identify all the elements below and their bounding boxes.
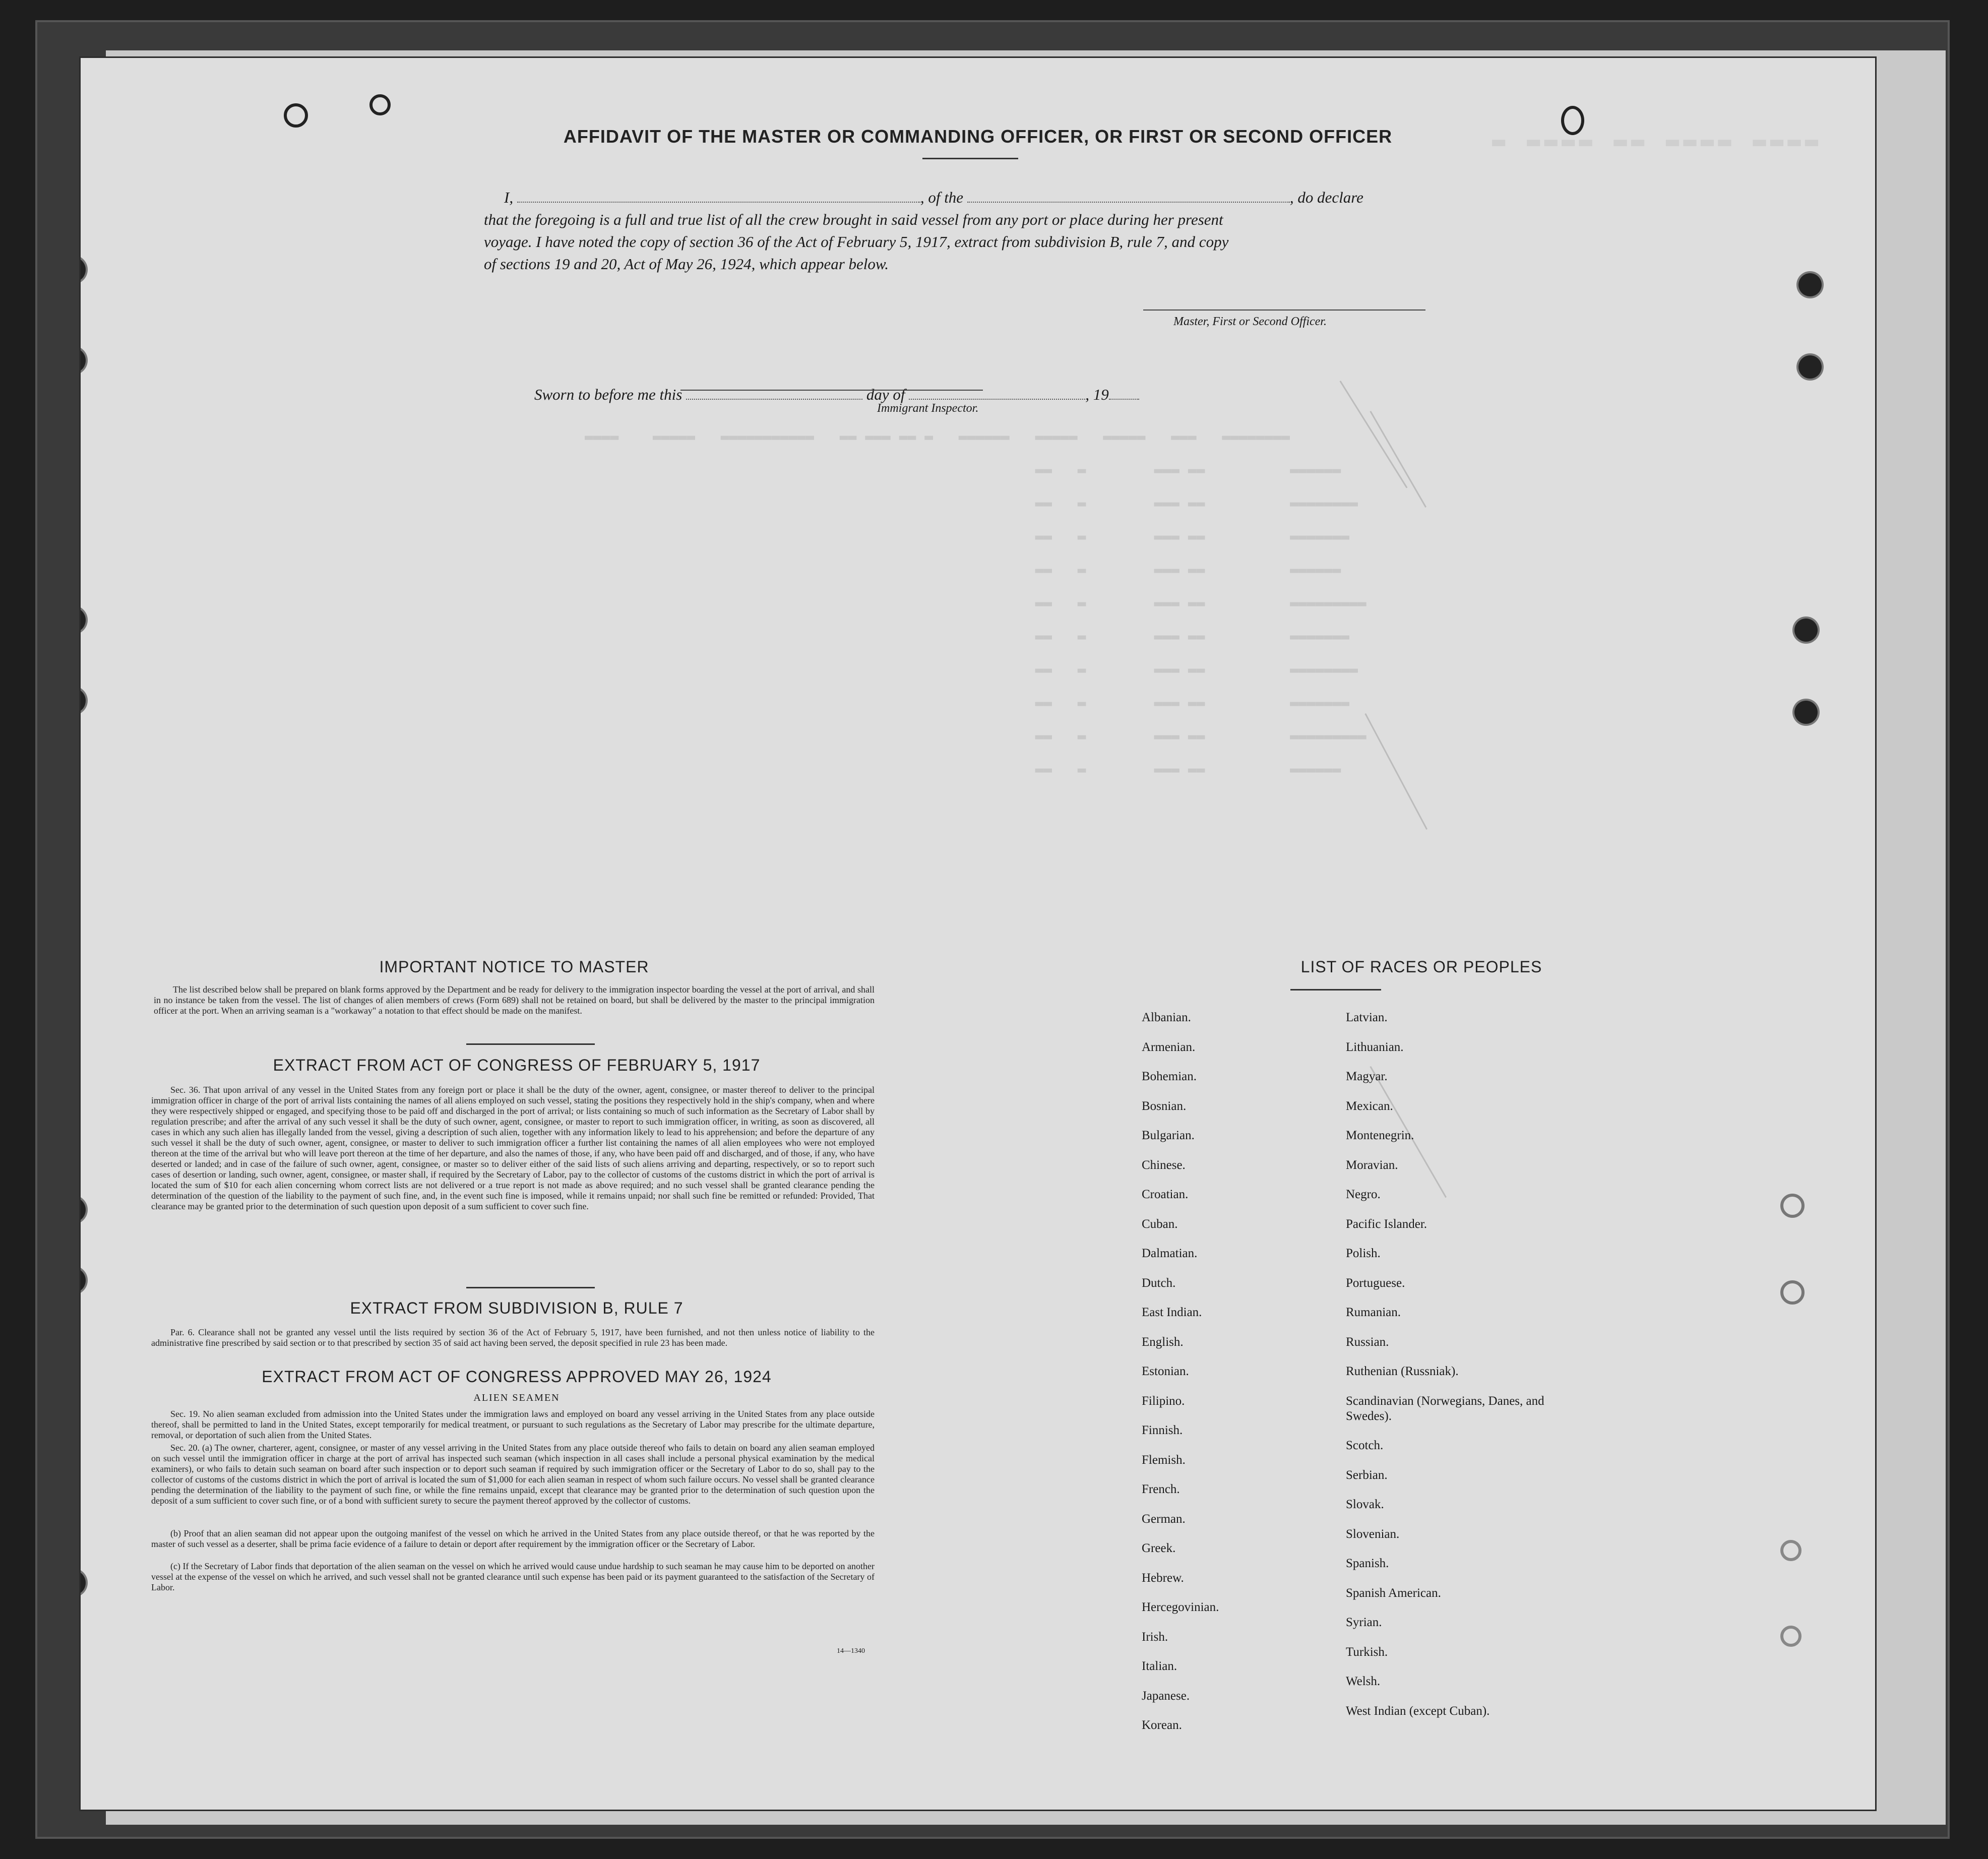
sworn-line	[534, 386, 1139, 404]
race-item: Flemish.	[1142, 1453, 1186, 1467]
inspector-signature-label: Immigrant Inspector.	[877, 402, 979, 415]
affidavit-line3: voyage. I have noted the copy of section 36 of the Act of February 5, 1917, extract from subdivision B, rule 7, and copy	[484, 233, 1229, 251]
races-divider	[1290, 989, 1381, 990]
sec20a-text: Sec. 20. (a) The owner, charterer, agent, consignee, or master of any vessel arriving in the United States from any place outside thereof who fails to detain on board any alien seaman employed on such vessel until the immigration officer in charge at the port of arrival has inspected such seaman (which inspection in all cases shall include a personal physical examination by the medical examiners), or who fails to detain such seaman on board after such inspection or to deport such seaman if required by such immigration officer or the Secretary of Labor to do so, shall pay to the collector of customs of the customs district in which the port of arrival is located the sum of $1,000 for each alien seaman in respect of whom such failure occurs. No vessel shall be granted clearance pending the determination of the liability to the payment of such fine, or while the fine remains unpaid, except that clearance may be granted prior to the determination of such question upon the deposit of a sum sufficient to cover such fine, or of a bond with sufficient surety to secure the payment thereof approved by the collector of customs.	[151, 1443, 875, 1506]
race-item: Pacific Islander.	[1346, 1217, 1427, 1231]
race-item: Hebrew.	[1142, 1571, 1184, 1585]
race-item: Slovenian.	[1346, 1527, 1400, 1541]
race-item: Turkish.	[1346, 1645, 1388, 1659]
affidavit-title: AFFIDAVIT OF THE MASTER OR COMMANDING OFFICER, OR FIRST OR SECOND OFFICER	[563, 126, 1393, 147]
race-item: Magyar.	[1346, 1070, 1388, 1083]
notice-heading: IMPORTANT NOTICE TO MASTER	[379, 958, 649, 976]
races-heading: LIST OF RACES OR PEOPLES	[1300, 958, 1542, 976]
race-item: Armenian.	[1142, 1040, 1196, 1054]
race-item: Dutch.	[1142, 1276, 1176, 1290]
punch-hole	[81, 1570, 86, 1595]
race-item: Bohemian.	[1142, 1070, 1197, 1083]
races-right-column	[1346, 1003, 1563, 1726]
race-item: Rumanian.	[1346, 1306, 1401, 1319]
race-item: Filipino.	[1142, 1394, 1185, 1408]
race-item: Greek.	[1142, 1541, 1176, 1555]
race-item: Moravian.	[1346, 1158, 1398, 1172]
punch-hole	[1780, 1280, 1805, 1305]
races-left-column	[1142, 1003, 1219, 1741]
alien-seamen-subheading: ALIEN SEAMEN	[473, 1392, 560, 1403]
race-item: Croatian.	[1142, 1188, 1189, 1201]
race-item: West Indian (except Cuban).	[1346, 1704, 1490, 1718]
race-item: Korean.	[1142, 1718, 1182, 1732]
punch-hole	[1798, 273, 1822, 296]
extract-1924-heading: EXTRACT FROM ACT OF CONGRESS APPROVED MAY 26, 1924	[262, 1368, 772, 1386]
race-item: Hercegovinian.	[1142, 1600, 1219, 1614]
sworn-text-mid: day of	[866, 386, 905, 403]
affidavit-line4: of sections 19 and 20, Act of May 26, 1924, which appear below.	[484, 255, 889, 273]
race-item: Lithuanian.	[1346, 1040, 1404, 1054]
race-item: Bulgarian.	[1142, 1129, 1195, 1142]
race-item: Montenegrin.	[1346, 1129, 1414, 1142]
race-item: East Indian.	[1142, 1306, 1202, 1319]
punch-hole	[81, 607, 86, 633]
extract-1917-heading: EXTRACT FROM ACT OF CONGRESS OF FEBRUARY 5, 1917	[273, 1056, 761, 1074]
race-item: German.	[1142, 1512, 1186, 1526]
sec19-text: Sec. 19. No alien seaman excluded from admission into the United States under the immigration laws and employed on board any vessel arriving in the United States from any place outside thereof, shall be permitted to land in the United States, except temporarily for medical treatment, or pursuant to such regulations as the Secretary of Labor may prescribe for the ultimate departure, removal, or deportation of such alien from the United States.	[151, 1409, 875, 1440]
punch-hole	[1780, 1540, 1801, 1561]
title-divider	[922, 158, 1018, 159]
pencil-mark	[1370, 411, 1426, 508]
punch-hole	[1798, 355, 1822, 379]
master-signature-line	[1143, 309, 1425, 311]
race-item: Irish.	[1142, 1630, 1168, 1644]
master-signature-label: Master, First or Second Officer.	[1173, 315, 1327, 328]
bleed-through-rows: ▬▬▬▬ ▬▬▬▬▬ ▬▬▬▬▬▬▬▬▬▬▬ ▬▬ ▬▬▬ ▬▬ ▬ ▬▬▬▬▬▬ ▬▬▬▬▬ ▬▬▬▬▬ ▬▬▬ ▬▬▬▬▬▬▬▬ ▬▬ ▬ ▬▬▬ ▬▬ ▬▬▬▬▬▬ ▬▬ ▬ ▬▬▬ ▬▬ ▬▬▬▬▬▬▬▬ ▬▬ ▬ ▬▬▬ ▬▬ ▬▬▬▬▬▬▬ ▬▬ ▬ ▬▬▬ ▬▬ ▬▬▬▬▬▬ ▬▬ ▬ ▬▬▬ ▬▬ ▬▬▬▬▬▬▬▬▬ ▬▬ ▬ ▬▬▬ ▬▬ ▬▬▬▬▬▬▬ ▬▬ ▬ ▬▬▬ ▬▬ ▬▬▬▬▬▬▬▬ ▬▬ ▬ ▬▬▬ ▬▬ ▬▬▬▬▬▬▬ ▬▬ ▬ ▬▬▬ ▬▬ ▬▬▬▬▬▬▬▬▬ ▬▬ ▬ ▬▬▬ ▬▬ ▬▬▬▬▬▬	[585, 428, 1366, 778]
race-item: English.	[1142, 1335, 1184, 1349]
race-item: Japanese.	[1142, 1689, 1190, 1703]
vessel-blank	[967, 191, 1290, 203]
race-item: Negro.	[1346, 1188, 1381, 1201]
punch-hole	[1794, 701, 1818, 724]
race-item: Welsh.	[1346, 1675, 1381, 1688]
race-item: Ruthenian (Russniak).	[1346, 1365, 1459, 1378]
sec20b-text: (b) Proof that an alien seaman did not appear upon the outgoing manifest of the vessel on which he arrived in the United States from any place outside thereof, or that he was reported by the master of such vessel as a deserter, shall be prima facie evidence of a failure to detain or deport after requirement by the immigration officer or the Secretary of Labor.	[151, 1528, 875, 1549]
race-item: Slovak.	[1346, 1498, 1384, 1511]
race-item: Spanish American.	[1346, 1586, 1441, 1600]
race-item: Polish.	[1346, 1247, 1381, 1260]
race-item: Chinese.	[1142, 1158, 1186, 1172]
race-item: Latvian.	[1346, 1011, 1388, 1024]
race-item: French.	[1142, 1482, 1180, 1496]
race-item: Albanian.	[1142, 1011, 1191, 1024]
punch-hole	[1780, 1626, 1801, 1647]
extract-rule7-heading: EXTRACT FROM SUBDIVISION B, RULE 7	[350, 1299, 684, 1317]
form-number: 14—1340	[837, 1647, 865, 1655]
punch-hole	[1780, 1194, 1805, 1218]
punch-hole	[1794, 618, 1818, 642]
race-item: Scotch.	[1346, 1439, 1384, 1452]
notice-text: The list described below shall be prepared on blank forms approved by the Department and be ready for delivery to the immigration inspector boarding the vessel at the port of arrival, and shall in no instance be taken from the vessel. The list of changes of alien members of crews (Form 689) shall not be retained on board, but shall be delivered by the master to the principal immigration officer at the port. When an arriving seaman is a "workaway" a notation to that effect should be made on the manifest.	[154, 984, 875, 1016]
punch-hole	[81, 348, 86, 373]
punch-hole	[81, 1268, 86, 1293]
race-item: Scandinavian (Norwegians, Danes, and Swedes).	[1346, 1394, 1544, 1423]
race-item: Dalmatian.	[1142, 1247, 1198, 1260]
document-page	[81, 58, 1875, 1810]
race-item: Russian.	[1346, 1335, 1389, 1349]
affidavit-line1-mid: , of the	[920, 189, 964, 206]
sec20c-text: (c) If the Secretary of Labor finds that deportation of the alien seaman on the vessel on which he arrived would cause undue hardship to such seaman he may cause him to be deported on another vessel at the expense of the vessel on which he arrived, and such vessel shall not be granted clearance until such expense has been paid or its payment guaranteed to the satisfaction of the Secretary of Labor.	[151, 1561, 875, 1592]
race-item: Spanish.	[1346, 1557, 1389, 1570]
race-item: Mexican.	[1346, 1099, 1393, 1113]
divider	[466, 1043, 595, 1045]
sworn-year-blank	[1109, 388, 1139, 400]
punch-hole	[81, 688, 86, 713]
affidavit-line1-end: , do declare	[1289, 189, 1363, 206]
divider	[466, 1287, 595, 1288]
sworn-text-year: , 19	[1085, 386, 1109, 403]
affidavit-line1-start: I,	[504, 189, 514, 206]
race-item: Cuban.	[1142, 1217, 1178, 1231]
sworn-text-start: Sworn to before me this	[534, 386, 682, 403]
affidavit-text	[484, 187, 1522, 275]
inspector-signature-line	[680, 390, 983, 391]
punch-hole	[284, 103, 308, 128]
race-item: Portuguese.	[1346, 1276, 1405, 1290]
punch-hole	[369, 94, 391, 115]
bleed-through-header: ▬ ▬▬▬▬ ▬▬ ▬▬▬▬ ▬▬▬▬	[1492, 129, 1823, 154]
pencil-mark	[1364, 713, 1427, 830]
race-item: Estonian.	[1142, 1365, 1189, 1378]
race-item: Serbian.	[1346, 1468, 1388, 1482]
punch-hole	[81, 257, 86, 282]
race-item: Bosnian.	[1142, 1099, 1187, 1113]
extract-rule7-text: Par. 6. Clearance shall not be granted any vessel until the lists required by section 36 of the Act of February 5, 1917, have been furnished, and not then unless notice of liability to the administrative fine prescribed by said section or to that prescribed by section 35 of said act having been served, the deposit specified in rule 23 has been made.	[151, 1327, 875, 1348]
affidavit-line2: that the foregoing is a full and true list of all the crew brought in said vessel from any port or place during her present	[484, 211, 1223, 228]
race-item: Syrian.	[1346, 1616, 1382, 1629]
race-item: Italian.	[1142, 1659, 1177, 1673]
punch-hole	[81, 1197, 86, 1222]
name-blank	[517, 191, 920, 203]
race-item: Finnish.	[1142, 1423, 1183, 1437]
extract-1917-text: Sec. 36. That upon arrival of any vessel in the United States from any foreign port or place it shall be the duty of the owner, agent, consignee, or master thereof to deliver to the principal immigration officer in charge of the port of arrival lists containing the names of all aliens employed on such vessel, stating the positions they respectively hold in the ship's company, when and where they were respectively shipped or engaged, and specifying those to be paid off and discharged in the port of arrival; or lists containing so much of such information as the Secretary of Labor shall by regulation prescribe; and after the arrival of any such vessel it shall be the duty of such owner, agent, consignee, or master to report to such immigration officer, in writing, as soon as discovered, all cases in which any such alien has illegally landed from the vessel, giving a description of such alien, together with any information likely to lead to his apprehension; and before the departure of any such vessel it shall be the duty of such owner, agent, consignee, or master to deliver to such immigration officer a further list containing the names of all alien employees who were not employed thereon at the time of the arrival but who will leave port thereon at the time of her departure, and also the names of those, if any, who have been paid off and discharged, and of those, if any, who have deserted or landed; and in case of the failure of such owner, agent, consignee, or master so to deliver either of the said lists of such aliens arriving and departing, respectively, or so to report such cases of desertion or landing, such owner, agent, consignee, or master shall, if required by the Secretary of Labor, pay to the collector of customs of the customs district in which the port of arrival is located the sum of $10 for each alien concerning whom correct lists are not delivered or a true report is not made as above required; and no such vessel shall be granted clearance pending the determination of the question of the liability to the payment of such fine, and, in the event such fine is imposed, while it remains unpaid; nor shall such fine be remitted or refunded: Provided, That clearance may be granted prior to the determination of such question upon deposit of a sum sufficient to cover such fine.	[151, 1085, 875, 1211]
